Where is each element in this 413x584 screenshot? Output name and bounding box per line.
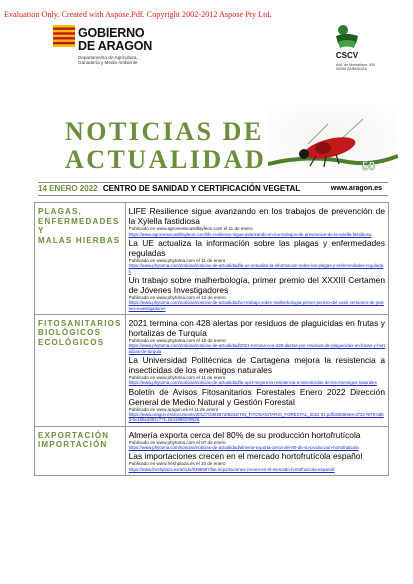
category-cell	[35, 426, 126, 476]
article-link[interactable]: https://www.phytoma.com/noticias/noticias-de-actualidad/un-trabajo-sobre-malherbologia-primer-premio-del-xxxiii-certamen-de-jovenes-investigadores	[128, 300, 384, 311]
article-link[interactable]: https://www.freshplaza.es/article/9388887/las-importaciones-crecen-en-el-mercado-hortofruticola-espanol/	[128, 466, 335, 472]
article-published: Publicado en www.agronewscastillayleon.com el 11 de enero	[128, 226, 253, 231]
article-published: Publicado en www.phytoma.com el 11 de enero	[128, 257, 226, 263]
aragon-flag-icon	[53, 25, 75, 47]
svg-text:50: 50	[362, 159, 376, 173]
article-published: Publicado en www.freshplaza.es el 10 de enero	[128, 461, 226, 467]
section-exportacion	[35, 426, 389, 476]
article-title: La UE actualiza la información sobre las plagas y enfermedades reguladas	[128, 237, 385, 258]
article	[129, 275, 385, 311]
evaluation-watermark: Evaluation Only. Created with Aspose.Pdf. Copyright 2002-2012 Aspose Pty Ltd.	[4, 10, 272, 19]
articles-cell	[125, 203, 388, 315]
gov-dept-line-1: Departamento de Agricultura,	[78, 55, 138, 60]
dateline	[38, 182, 388, 196]
cscv-name: CSCV	[335, 51, 359, 60]
article-title: 2021 termina con 428 alertas por residuos de plaguicidas en frutas y hortalizas de Turquía	[128, 317, 385, 338]
article	[129, 387, 385, 423]
cscv-address-line-2: 50059 ZARAGOZA	[336, 67, 367, 71]
article-link[interactable]: https://www.phytoma.com/noticias/noticias-de-actualidad/almeria-exporta-cerca-del-80-de-su-produccion-hortofruticola	[128, 445, 359, 451]
article-link[interactable]: https://www.phytoma.com/noticias/noticias-de-actualidad/la-upct-mejora-la-resistencia-a-insecticidas-de-los-enemigos-naturales	[128, 380, 377, 386]
category-line: FITOSANITARIOS	[38, 318, 122, 328]
gov-dept-line-2: Ganadería y Medio Ambiente	[78, 60, 138, 66]
article-title: Las importaciones crecen en el mercado hortofrutícola español	[128, 451, 363, 462]
article-link[interactable]: https://www.aragon.es/documents/20127/3362872/BOLETIN_FITOSANITARIO_FORESTAL_2022 01.pdf/d38359e9-d722-f979-0db3-9c465e3381c7?t=1641998209526	[128, 412, 384, 423]
category-line: PLAGAS,	[38, 207, 82, 216]
category-line: EXPORTACIÓN	[38, 430, 110, 440]
article-link[interactable]: https://www.agronewscastillayleon.com/life-resilience-sigue-avanzando-en-los-trabajos-de-prevencion-de-la-xylella-fastidiosa	[128, 231, 372, 237]
category-line: IMPORTACIÓN	[38, 440, 108, 450]
gov-department	[78, 55, 148, 65]
issue-date: 14 ENERO 2022	[38, 184, 98, 193]
gobierno-aragon-logo	[53, 25, 163, 69]
article-link[interactable]: https://www.phytoma.com/noticias/noticias-de-actualidad/la-ue-actualiza-la-informacion-sobre-las-plagas-y-enfermedades-reguladas	[128, 263, 384, 274]
article-published: Publicado en www.aragon.es el 11 de enero	[128, 406, 219, 412]
cscv-emblem-icon	[334, 24, 360, 60]
page-title	[65, 118, 266, 174]
category-line: ECOLÓGICOS	[38, 337, 105, 347]
article	[129, 206, 385, 237]
articles-cell	[125, 426, 388, 476]
gov-name-line-1: GOBIERNO	[78, 26, 145, 40]
section-fitosanitarios	[35, 314, 389, 426]
title-line-1: NOTICIAS DE	[65, 117, 264, 146]
cscv-address	[336, 63, 375, 71]
insect-photo	[268, 104, 398, 180]
news-table	[34, 202, 389, 476]
article	[129, 238, 385, 274]
center-name: CENTRO DE SANIDAD Y CERTIFICACIÓN VEGETAL	[102, 184, 301, 193]
gov-name-line-2: DE ARAGON	[78, 38, 153, 53]
title-line-2: ACTUALIDAD	[65, 145, 267, 174]
site-name: www.aragon.es	[330, 185, 382, 192]
article-title: Boletín de Avisos Fitosanitarios Forestales Enero 2022 Dirección General de Medio Natural y Gestión Forestal	[128, 386, 385, 407]
article-title: Almería exporta cerca del 80% de su producción hortofrutícola	[128, 429, 361, 440]
article	[129, 451, 385, 472]
section-plagas	[35, 203, 389, 315]
article-published: Publicado en www.phytoma.com el 12 de enero	[128, 294, 226, 300]
cscv-logo	[328, 24, 384, 72]
article-published: Publicado en www.phytoma.com el 10 de enero	[128, 337, 226, 343]
article-title: La Universidad Politécnica de Cartagena mejora la resistencia a insecticidas de los enemigos naturales	[128, 354, 385, 375]
articles-cell	[125, 314, 388, 426]
category-line: MALAS HIERBAS	[38, 235, 121, 245]
category-cell	[35, 203, 126, 315]
article	[129, 355, 385, 386]
article-title: Un trabajo sobre malherbología, primer premio del XXXIII Certamen de Jóvenes Investigadores	[128, 274, 385, 295]
category-cell	[35, 314, 126, 426]
category-line: ENFERMEDADES Y	[38, 216, 120, 235]
cscv-address-line-1: Avd. de Montañana, 930	[336, 63, 376, 67]
article-published: Publicado en www.phytoma.com el 11 de enero	[128, 374, 226, 380]
category-line: BIOLÓGICOS	[38, 328, 102, 338]
article-published: Publicado en www.phytoma.com el 07 de enero	[128, 439, 226, 445]
article-link[interactable]: https://www.phytoma.com/noticias/noticias-de-actualidad/2021-termina-con-428-alertas-por-residuos-de-plaguicidas-en-frutas-y-hortalizas-de-turquia	[128, 343, 385, 354]
article-title: LIFE Resilience sigue avanzando en los trabajos de prevención de la Xylella fastidiosa	[128, 206, 385, 226]
gov-name	[78, 27, 152, 52]
article	[129, 318, 385, 354]
article	[129, 430, 385, 451]
